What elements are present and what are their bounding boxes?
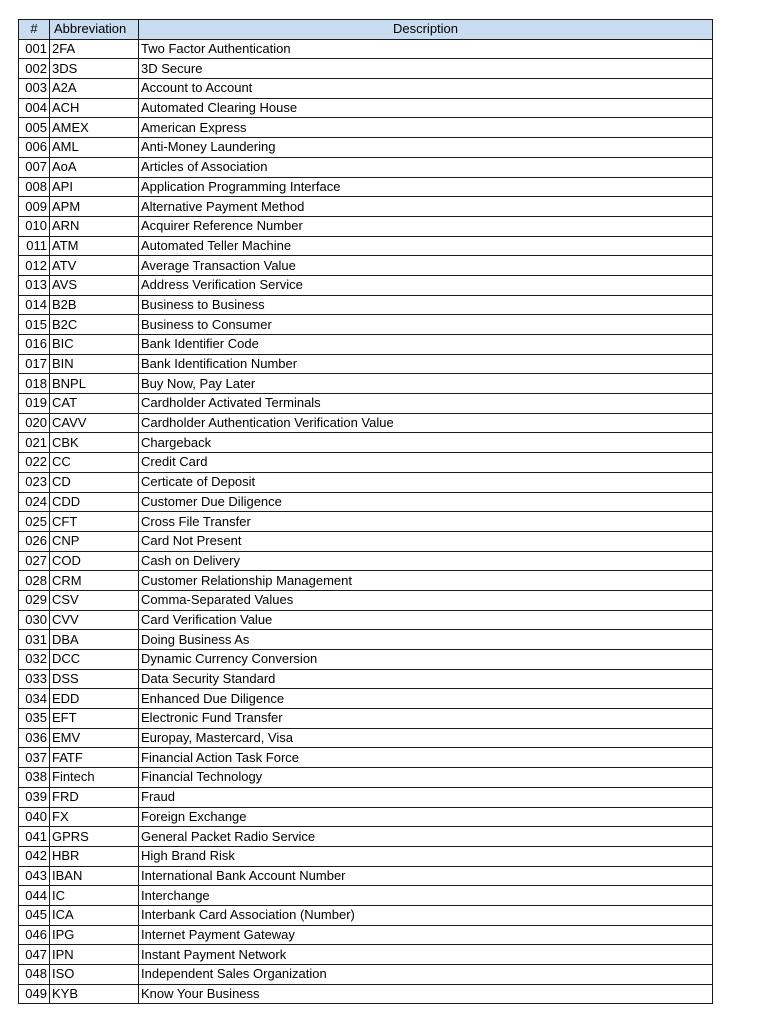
abbreviation-cell[interactable]: HBR <box>50 846 139 866</box>
description-cell[interactable]: 3D Secure <box>139 59 713 79</box>
table-row[interactable] <box>19 551 713 571</box>
abbreviation-cell[interactable]: COD <box>50 551 139 571</box>
abbreviation-cell[interactable]: CD <box>50 472 139 492</box>
description-cell[interactable]: Business to Consumer <box>139 315 713 335</box>
table-row[interactable] <box>19 590 713 610</box>
row-number-cell[interactable]: 012 <box>19 256 50 276</box>
abbreviation-cell[interactable]: AVS <box>50 275 139 295</box>
description-cell[interactable]: International Bank Account Number <box>139 866 713 886</box>
table-row[interactable] <box>19 157 713 177</box>
row-number-cell[interactable]: 020 <box>19 413 50 433</box>
row-number-cell[interactable]: 033 <box>19 669 50 689</box>
abbreviation-cell[interactable]: BNPL <box>50 374 139 394</box>
row-number-cell[interactable]: 040 <box>19 807 50 827</box>
table-row[interactable] <box>19 531 713 551</box>
row-number-cell[interactable]: 015 <box>19 315 50 335</box>
abbreviation-cell[interactable]: ATM <box>50 236 139 256</box>
table-row[interactable] <box>19 275 713 295</box>
row-number-cell[interactable]: 003 <box>19 79 50 99</box>
description-cell[interactable]: Internet Payment Gateway <box>139 925 713 945</box>
row-number-cell[interactable]: 043 <box>19 866 50 886</box>
table-row[interactable] <box>19 630 713 650</box>
row-number-cell[interactable]: 011 <box>19 236 50 256</box>
table-row[interactable] <box>19 965 713 985</box>
table-row[interactable] <box>19 787 713 807</box>
row-number-cell[interactable]: 019 <box>19 394 50 414</box>
row-number-cell[interactable]: 016 <box>19 335 50 355</box>
row-number-cell[interactable]: 025 <box>19 512 50 532</box>
table-row[interactable] <box>19 413 713 433</box>
row-number-cell[interactable]: 008 <box>19 177 50 197</box>
description-cell[interactable]: Interchange <box>139 886 713 906</box>
table-row[interactable] <box>19 925 713 945</box>
table-row[interactable] <box>19 433 713 453</box>
description-cell[interactable]: Financial Technology <box>139 768 713 788</box>
table-row[interactable] <box>19 886 713 906</box>
abbreviation-cell[interactable]: EDD <box>50 689 139 709</box>
row-number-cell[interactable]: 044 <box>19 886 50 906</box>
row-number-cell[interactable]: 041 <box>19 827 50 847</box>
abbreviation-cell[interactable]: API <box>50 177 139 197</box>
abbreviation-cell[interactable]: DBA <box>50 630 139 650</box>
description-cell[interactable]: Credit Card <box>139 453 713 473</box>
abbreviation-cell[interactable]: CNP <box>50 531 139 551</box>
table-row[interactable] <box>19 866 713 886</box>
abbreviation-cell[interactable]: CBK <box>50 433 139 453</box>
abbreviation-cell[interactable]: CAVV <box>50 413 139 433</box>
table-row[interactable] <box>19 39 713 59</box>
table-row[interactable] <box>19 846 713 866</box>
description-cell[interactable]: Alternative Payment Method <box>139 197 713 217</box>
table-row[interactable] <box>19 669 713 689</box>
abbreviation-cell[interactable]: AML <box>50 138 139 158</box>
description-cell[interactable]: Bank Identifier Code <box>139 335 713 355</box>
table-row[interactable] <box>19 650 713 670</box>
description-cell[interactable]: Card Verification Value <box>139 610 713 630</box>
row-number-cell[interactable]: 049 <box>19 984 50 1004</box>
row-number-cell[interactable]: 042 <box>19 846 50 866</box>
table-row[interactable] <box>19 807 713 827</box>
table-row[interactable] <box>19 905 713 925</box>
row-number-cell[interactable]: 045 <box>19 905 50 925</box>
row-number-cell[interactable]: 014 <box>19 295 50 315</box>
row-number-cell[interactable]: 009 <box>19 197 50 217</box>
row-number-cell[interactable]: 037 <box>19 748 50 768</box>
table-row[interactable] <box>19 295 713 315</box>
row-number-cell[interactable]: 026 <box>19 531 50 551</box>
description-cell[interactable]: Address Verification Service <box>139 275 713 295</box>
abbreviation-cell[interactable]: BIN <box>50 354 139 374</box>
description-cell[interactable]: Know Your Business <box>139 984 713 1004</box>
table-row[interactable] <box>19 216 713 236</box>
description-cell[interactable]: Customer Due Diligence <box>139 492 713 512</box>
table-row[interactable] <box>19 827 713 847</box>
column-header-number[interactable]: # <box>19 20 50 40</box>
header-row <box>19 20 713 40</box>
description-cell[interactable]: Instant Payment Network <box>139 945 713 965</box>
description-cell[interactable]: Acquirer Reference Number <box>139 216 713 236</box>
description-cell[interactable]: Buy Now, Pay Later <box>139 374 713 394</box>
table-row[interactable] <box>19 354 713 374</box>
abbreviation-cell[interactable]: EFT <box>50 709 139 729</box>
description-cell[interactable]: Doing Business As <box>139 630 713 650</box>
description-cell[interactable]: Cross File Transfer <box>139 512 713 532</box>
description-cell[interactable]: Foreign Exchange <box>139 807 713 827</box>
table-row[interactable] <box>19 197 713 217</box>
abbreviation-cell[interactable]: AoA <box>50 157 139 177</box>
description-cell[interactable]: Card Not Present <box>139 531 713 551</box>
description-cell[interactable]: Customer Relationship Management <box>139 571 713 591</box>
description-cell[interactable]: High Brand Risk <box>139 846 713 866</box>
row-number-cell[interactable]: 005 <box>19 118 50 138</box>
row-number-cell[interactable]: 031 <box>19 630 50 650</box>
abbreviation-cell[interactable]: CRM <box>50 571 139 591</box>
description-cell[interactable]: Bank Identification Number <box>139 354 713 374</box>
description-cell[interactable]: Enhanced Due Diligence <box>139 689 713 709</box>
row-number-cell[interactable]: 017 <box>19 354 50 374</box>
abbreviation-cell[interactable]: A2A <box>50 79 139 99</box>
abbreviation-cell[interactable]: DCC <box>50 650 139 670</box>
abbreviation-cell[interactable]: IC <box>50 886 139 906</box>
row-number-cell[interactable]: 023 <box>19 472 50 492</box>
row-number-cell[interactable]: 046 <box>19 925 50 945</box>
abbreviation-cell[interactable]: 2FA <box>50 39 139 59</box>
abbreviation-cell[interactable]: AMEX <box>50 118 139 138</box>
row-number-cell[interactable]: 036 <box>19 728 50 748</box>
description-cell[interactable]: Financial Action Task Force <box>139 748 713 768</box>
description-cell[interactable]: Fraud <box>139 787 713 807</box>
row-number-cell[interactable]: 039 <box>19 787 50 807</box>
row-number-cell[interactable]: 030 <box>19 610 50 630</box>
abbreviation-cell[interactable]: B2B <box>50 295 139 315</box>
abbreviation-cell[interactable]: 3DS <box>50 59 139 79</box>
description-cell[interactable]: Certicate of Deposit <box>139 472 713 492</box>
row-number-cell[interactable]: 013 <box>19 275 50 295</box>
row-number-cell[interactable]: 001 <box>19 39 50 59</box>
abbreviation-cell[interactable]: Fintech <box>50 768 139 788</box>
table-row[interactable] <box>19 118 713 138</box>
abbreviation-cell[interactable]: FRD <box>50 787 139 807</box>
abbreviation-cell[interactable]: KYB <box>50 984 139 1004</box>
row-number-cell[interactable]: 047 <box>19 945 50 965</box>
description-cell[interactable]: American Express <box>139 118 713 138</box>
table-row[interactable] <box>19 610 713 630</box>
abbreviation-cell[interactable]: CSV <box>50 590 139 610</box>
description-cell[interactable]: Electronic Fund Transfer <box>139 709 713 729</box>
table-row[interactable] <box>19 748 713 768</box>
abbreviation-cell[interactable]: IPN <box>50 945 139 965</box>
abbreviation-cell[interactable]: IBAN <box>50 866 139 886</box>
table-row[interactable] <box>19 453 713 473</box>
table-row[interactable] <box>19 709 713 729</box>
abbreviation-cell[interactable]: CVV <box>50 610 139 630</box>
abbreviation-cell[interactable]: CAT <box>50 394 139 414</box>
description-cell[interactable]: Europay, Mastercard, Visa <box>139 728 713 748</box>
table-row[interactable] <box>19 79 713 99</box>
row-number-cell[interactable]: 004 <box>19 98 50 118</box>
description-cell[interactable]: Automated Teller Machine <box>139 236 713 256</box>
row-number-cell[interactable]: 035 <box>19 709 50 729</box>
row-number-cell[interactable]: 038 <box>19 768 50 788</box>
table-row[interactable] <box>19 256 713 276</box>
table-header <box>19 20 713 40</box>
row-number-cell[interactable]: 010 <box>19 216 50 236</box>
abbreviation-sheet <box>18 19 713 1004</box>
abbreviation-cell[interactable]: APM <box>50 197 139 217</box>
table-row[interactable] <box>19 689 713 709</box>
abbreviation-cell[interactable]: IPG <box>50 925 139 945</box>
description-cell[interactable]: Business to Business <box>139 295 713 315</box>
row-number-cell[interactable]: 029 <box>19 590 50 610</box>
table-row[interactable] <box>19 571 713 591</box>
description-cell[interactable]: General Packet Radio Service <box>139 827 713 847</box>
abbreviation-cell[interactable]: B2C <box>50 315 139 335</box>
column-header-abbreviation[interactable]: Abbreviation <box>50 20 139 40</box>
row-number-cell[interactable]: 018 <box>19 374 50 394</box>
table-row[interactable] <box>19 945 713 965</box>
description-cell[interactable]: Two Factor Authentication <box>139 39 713 59</box>
description-cell[interactable]: Application Programming Interface <box>139 177 713 197</box>
abbreviation-cell[interactable]: ISO <box>50 965 139 985</box>
description-cell[interactable]: Chargeback <box>139 433 713 453</box>
table-row[interactable] <box>19 138 713 158</box>
table-row[interactable] <box>19 492 713 512</box>
row-number-cell[interactable]: 027 <box>19 551 50 571</box>
table-row[interactable] <box>19 98 713 118</box>
row-number-cell[interactable]: 034 <box>19 689 50 709</box>
description-cell[interactable]: Interbank Card Association (Number) <box>139 905 713 925</box>
row-number-cell[interactable]: 032 <box>19 650 50 670</box>
abbreviation-cell[interactable]: FATF <box>50 748 139 768</box>
description-cell[interactable]: Independent Sales Organization <box>139 965 713 985</box>
table-row[interactable] <box>19 768 713 788</box>
description-cell[interactable]: Dynamic Currency Conversion <box>139 650 713 670</box>
row-number-cell[interactable]: 022 <box>19 453 50 473</box>
description-cell[interactable]: Automated Clearing House <box>139 98 713 118</box>
description-cell[interactable]: Anti-Money Laundering <box>139 138 713 158</box>
table-row[interactable] <box>19 472 713 492</box>
row-number-cell[interactable]: 021 <box>19 433 50 453</box>
abbreviation-cell[interactable]: ACH <box>50 98 139 118</box>
abbreviation-cell[interactable]: ARN <box>50 216 139 236</box>
abbreviation-cell[interactable]: ATV <box>50 256 139 276</box>
row-number-cell[interactable]: 048 <box>19 965 50 985</box>
abbreviation-cell[interactable]: GPRS <box>50 827 139 847</box>
description-cell[interactable]: Cardholder Activated Terminals <box>139 394 713 414</box>
abbreviation-cell[interactable]: CFT <box>50 512 139 532</box>
description-cell[interactable]: Cash on Delivery <box>139 551 713 571</box>
table-row[interactable] <box>19 177 713 197</box>
table-row[interactable] <box>19 236 713 256</box>
table-row[interactable] <box>19 394 713 414</box>
description-cell[interactable]: Account to Account <box>139 79 713 99</box>
description-cell[interactable]: Data Security Standard <box>139 669 713 689</box>
table-row[interactable] <box>19 59 713 79</box>
description-cell[interactable]: Comma-Separated Values <box>139 590 713 610</box>
table-body <box>19 39 713 1004</box>
description-cell[interactable]: Articles of Association <box>139 157 713 177</box>
abbreviation-cell[interactable]: FX <box>50 807 139 827</box>
table-row[interactable] <box>19 374 713 394</box>
description-cell[interactable]: Cardholder Authentication Verification Value <box>139 413 713 433</box>
abbreviation-table <box>18 19 713 1004</box>
column-header-description[interactable]: Description <box>139 20 713 40</box>
description-cell[interactable]: Average Transaction Value <box>139 256 713 276</box>
abbreviation-cell[interactable]: ICA <box>50 905 139 925</box>
abbreviation-cell[interactable]: EMV <box>50 728 139 748</box>
abbreviation-cell[interactable]: BIC <box>50 335 139 355</box>
row-number-cell[interactable]: 024 <box>19 492 50 512</box>
row-number-cell[interactable]: 007 <box>19 157 50 177</box>
row-number-cell[interactable]: 006 <box>19 138 50 158</box>
abbreviation-cell[interactable]: DSS <box>50 669 139 689</box>
table-row[interactable] <box>19 315 713 335</box>
table-row[interactable] <box>19 984 713 1004</box>
row-number-cell[interactable]: 002 <box>19 59 50 79</box>
table-row[interactable] <box>19 335 713 355</box>
table-row[interactable] <box>19 512 713 532</box>
row-number-cell[interactable]: 028 <box>19 571 50 591</box>
abbreviation-cell[interactable]: CC <box>50 453 139 473</box>
table-row[interactable] <box>19 728 713 748</box>
abbreviation-cell[interactable]: CDD <box>50 492 139 512</box>
